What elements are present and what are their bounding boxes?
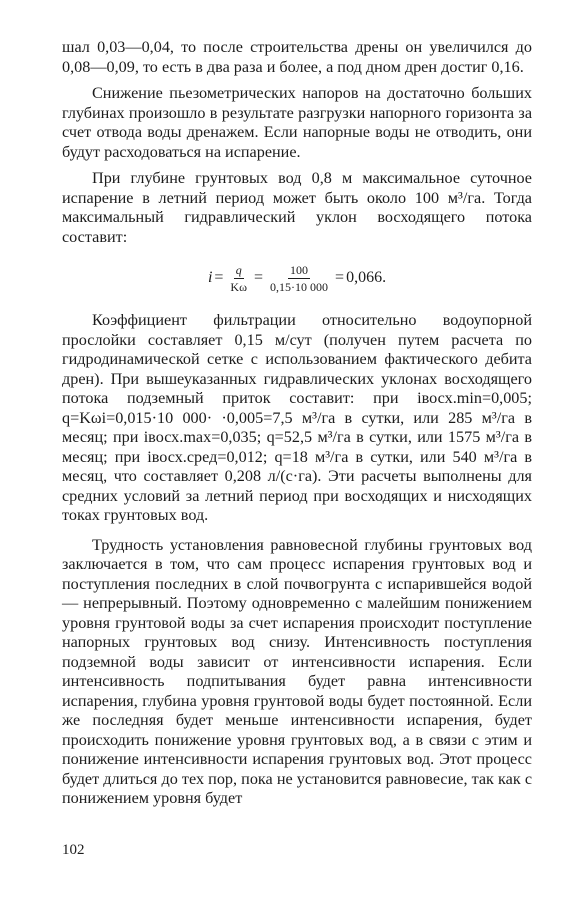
formula-equals-1: = bbox=[214, 269, 224, 287]
paragraph-2: Снижение пьезометрических напоров на достаточно больших глубинах произошло в результате разгрузки напорного горизонта за счет отвода воды дренажем. Если напорные воды не отводить, они будут расходоваться на испарение. bbox=[62, 84, 532, 161]
formula-equals-3: = bbox=[335, 269, 345, 287]
formula-fraction-2 bbox=[268, 263, 330, 294]
formula-lhs: i bbox=[207, 269, 213, 287]
paragraph-4: Коэффициент фильтрации относительно водоупорной прослойки составляет 0,15 м/сут (получен путем расчета по гидродинамической сетке с использованием фактического дебита дрен). При вышеуказанных гидравлических уклонах восходящего потока подземный приток составит: при iвосх.min=0,005; q=Kωi=0,015·10 000· ·0,005=7,5 м³/га в сутки, или 285 м³/га в месяц; при iвосх.max=0,035; q=52,5 м³/га в сутки, или 1575 м³/га в месяц; при iвосх.сред=0,012; q=18 м³/га в сутки, или 540 м³/га в месяц, что составляет 0,208 л/(с·га). Эти расчеты выполнены для средних условий за летний период при восходящих и нисходящих токах грунтовых вод. bbox=[62, 311, 532, 524]
formula-fraction-2-denominator: 0,15·10 000 bbox=[270, 279, 329, 294]
formula-fraction-1 bbox=[228, 263, 249, 294]
paragraph-1: шал 0,03—0,04, то после строительства дрены он увеличился до 0,08—0,09, то есть в два раза и более, а под дном дрен достиг 0,16. bbox=[62, 38, 532, 76]
page-number: 102 bbox=[62, 842, 85, 858]
paragraph-3: При глубине грунтовых вод 0,8 м максимальное суточное испарение в летний период может быть около 100 м³/га. Тогда максимальный гидравлический уклон восходящего потока составит: bbox=[62, 169, 532, 246]
formula-equals-2: = bbox=[254, 269, 264, 287]
formula-fraction-1-denominator: Kω bbox=[230, 279, 247, 294]
hydraulic-gradient-formula bbox=[62, 259, 532, 297]
formula-fraction-1-numerator: q bbox=[235, 262, 242, 277]
formula-result: 0,066. bbox=[346, 269, 387, 287]
document-page bbox=[62, 38, 532, 809]
paragraph-5: Трудность установления равновесной глубины грунтовых вод заключается в том, что сам процесс испарения грунтовых вод и поступления последних в слой почвогрунта с испарившейся водой — непрерывный. Поэтому одновременно с малейшим понижением уровня грунтовой воды за счет испарения происходит поступление напорных грунтовых вод снизу. Интенсивность поступления подземной воды зависит от интенсивности испарения. Если интенсивность подпитывания будет равна интенсивности испарения, глубина уровня грунтовой воды будет постоянной. Если же последняя будет меньше интенсивности испарения, будет происходить понижение уровня грунтовых вод, а в связи с этим и понижение интенсивности испарения грунтовых вод. Этот процесс будет длиться до тех пор, пока не установится равновесие, так как с понижением уровня будет bbox=[62, 535, 532, 807]
formula-fraction-2-numerator: 100 bbox=[290, 262, 309, 277]
